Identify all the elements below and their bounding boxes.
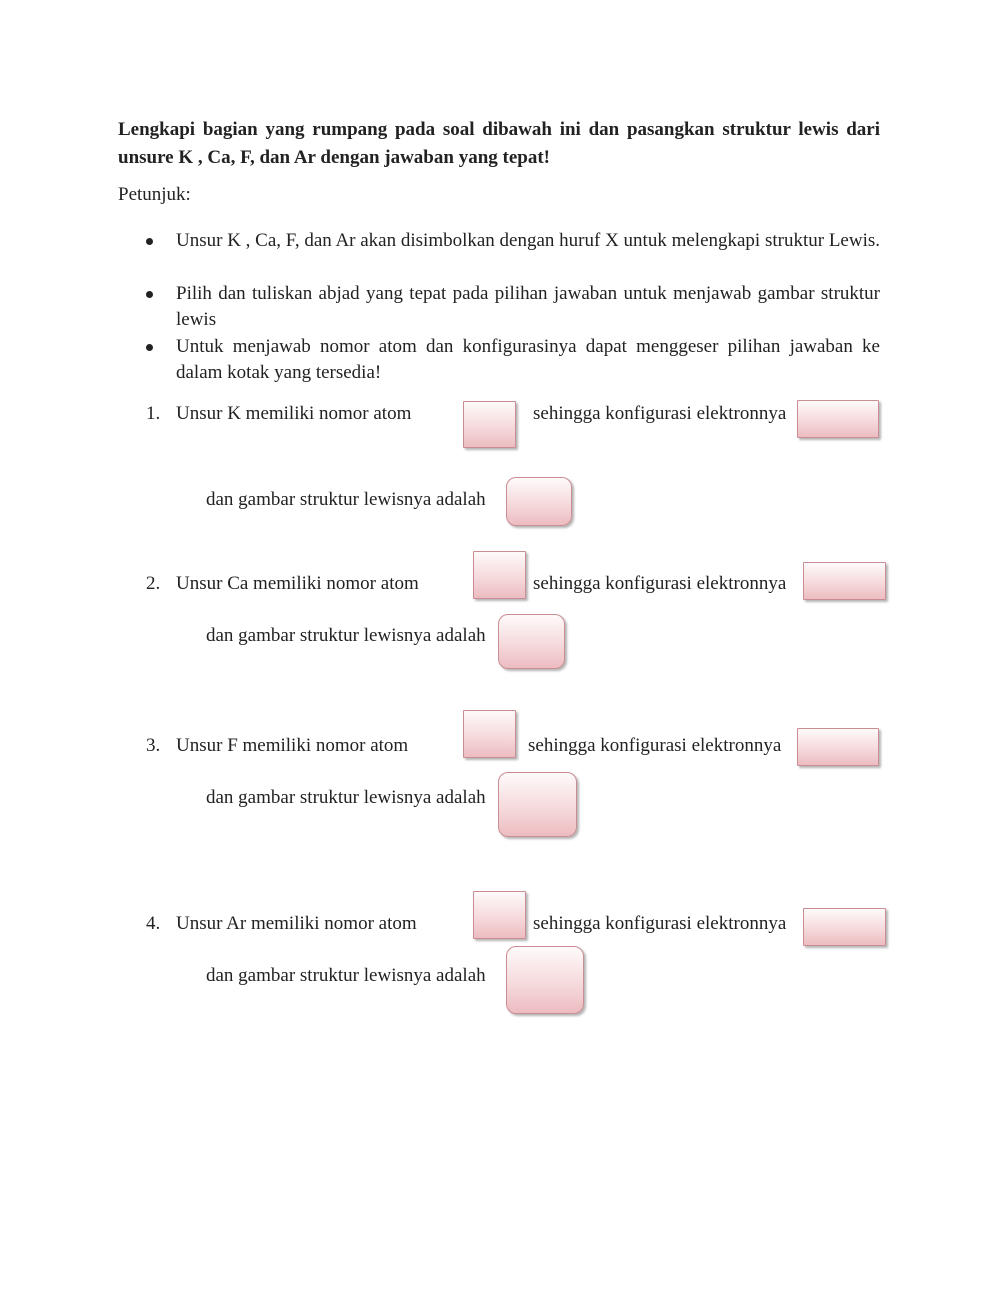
atomic-number-dropbox-ca[interactable] xyxy=(473,551,526,599)
question-text-f: Unsur F memiliki nomor atom xyxy=(176,735,409,756)
lewis-answer-box-ar[interactable] xyxy=(506,946,584,1014)
bullet-item xyxy=(176,334,880,386)
bullet-text: Pilih dan tuliskan abjad yang tepat pada pilihan jawaban untuk menjawab gambar struktur lewis xyxy=(176,283,880,330)
question-text-ca: Unsur Ca memiliki nomor atom xyxy=(176,573,419,594)
lewis-text: dan gambar struktur lewisnya adalah xyxy=(206,625,486,646)
configuration-dropbox-f[interactable] xyxy=(797,728,879,766)
bullet-dot-icon xyxy=(146,238,153,245)
atomic-number-dropbox-f[interactable] xyxy=(463,710,516,758)
atomic-number-dropbox-k[interactable] xyxy=(463,401,516,448)
lewis-answer-box-f[interactable] xyxy=(498,772,577,837)
bullet-dot-icon xyxy=(146,291,153,298)
konfigurasi-text: sehingga konfigurasi elektronnya xyxy=(533,573,787,594)
question-number: 4. xyxy=(146,913,161,934)
lewis-answer-box-ca[interactable] xyxy=(498,614,565,669)
lewis-text: dan gambar struktur lewisnya adalah xyxy=(206,787,486,808)
bullet-text: Untuk menjawab nomor atom dan konfigurasinya dapat menggeser pilihan jawaban ke dalam kotak yang tersedia! xyxy=(176,336,880,383)
question-number: 1. xyxy=(146,403,161,424)
question-number: 3. xyxy=(146,735,161,756)
bullet-text: Unsur K , Ca, F, dan Ar akan disimbolkan dengan huruf X untuk melengkapi struktur Lewis. xyxy=(176,230,881,251)
configuration-dropbox-k[interactable] xyxy=(797,400,879,438)
question-text-k: Unsur K memiliki nomor atom xyxy=(176,403,412,424)
konfigurasi-text: sehingga konfigurasi elektronnya xyxy=(528,735,782,756)
bullet-item xyxy=(176,228,880,254)
question-text-ar: Unsur Ar memiliki nomor atom xyxy=(176,913,417,934)
question-number: 2. xyxy=(146,573,161,594)
petunjuk-label: Petunjuk: xyxy=(118,184,191,205)
bullet-dot-icon xyxy=(146,344,153,351)
instruction-text: Lengkapi bagian yang rumpang pada soal dibawah ini dan pasangkan struktur lewis dari unsure K , Ca, F, dan Ar dengan jawaban yang tepat! xyxy=(118,119,880,168)
configuration-dropbox-ar[interactable] xyxy=(803,908,886,946)
konfigurasi-text: sehingga konfigurasi elektronnya xyxy=(533,403,787,424)
konfigurasi-text: sehingga konfigurasi elektronnya xyxy=(533,913,787,934)
configuration-dropbox-ca[interactable] xyxy=(803,562,886,600)
bullet-item xyxy=(176,281,880,333)
atomic-number-dropbox-ar[interactable] xyxy=(473,891,526,939)
lewis-text: dan gambar struktur lewisnya adalah xyxy=(206,489,486,510)
lewis-text: dan gambar struktur lewisnya adalah xyxy=(206,965,486,986)
lewis-answer-box-k[interactable] xyxy=(506,477,572,526)
